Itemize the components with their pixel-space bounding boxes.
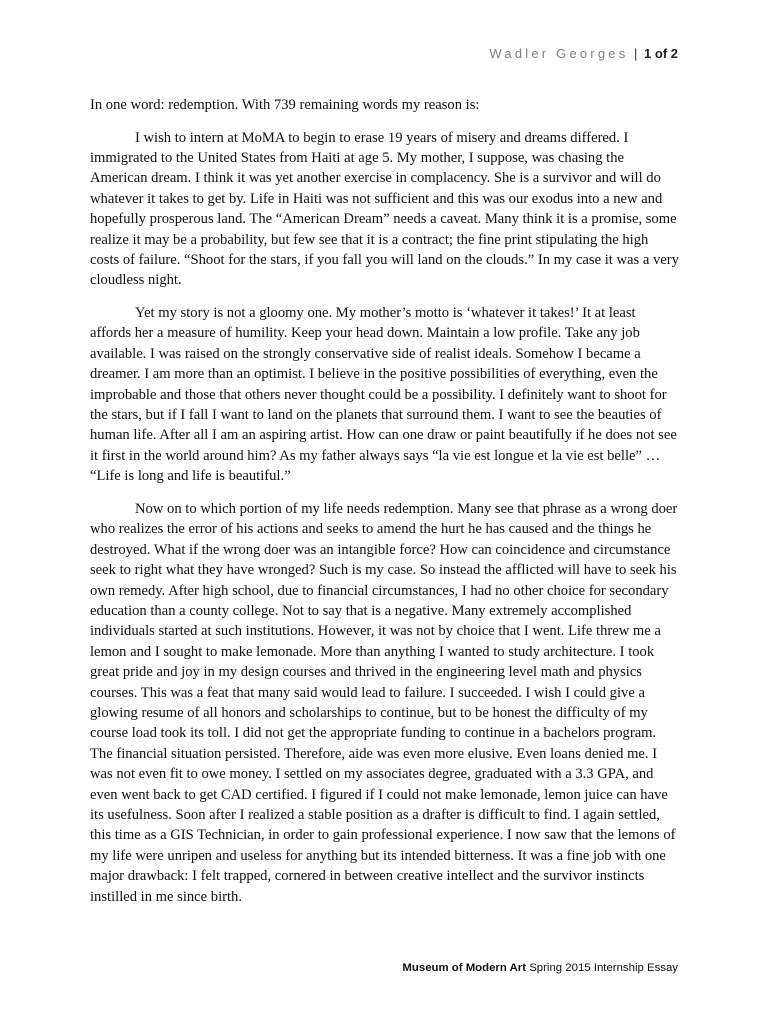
header-separator: | <box>634 46 638 61</box>
paragraph: I wish to intern at MoMA to begin to erase 19 years of misery and dreams differed. I immigrated to the United States from Haiti at age 5. My mother, I suppose, was chasing the American dream. I think it was yet another exercise in complacency. She is a survivor and will do whatever it takes to get by. Life in Haiti was not sufficient and this was our exodus into a new and hopefully prosperous land. The “American Dream” needs a caveat. Many think it is a promise, some realize it may be a probability, but few see that it is a contract; the fine print stipulating the high costs of failure. “Shoot for the stars, if you fall you will land on the clouds.” In my case it was a very cloudless night. <box>90 129 679 289</box>
footer-descriptor: Spring 2015 Internship Essay <box>529 962 678 974</box>
page-footer <box>402 962 678 974</box>
author-name: Wadler Georges <box>489 46 629 61</box>
essay-body <box>90 95 680 919</box>
footer-institution: Museum of Modern Art <box>402 962 527 974</box>
page-header <box>489 46 678 61</box>
page-number: 1 of 2 <box>644 46 678 61</box>
paragraph: Now on to which portion of my life needs redemption. Many see that phrase as a wrong doer who realizes the error of his actions and seeks to amend the hurt he has caused and the things he destroyed. What if the wrong doer was an intangible force? How can coincidence and circumstance seek to right what they have wronged? Such is my case. So instead the afflicted will have to seek his own remedy. After high school, due to financial circumstances, I had no other choice for secondary education than a county college. Not to say that is a negative. Many extremely accomplished individuals started at such institutions. However, it was not by choice that I went. Life threw me a lemon and I sought to make lemonade. More than anything I wanted to study architecture. I took great pride and joy in my design courses and thrived in the engineering level math and physics courses. This was a feat that many said would lead to failure. I succeeded. I wish I could give a glowing resume of all honors and scholarships to continue, but to be honest the difficulty of my course load took its toll. I did not get the appropriate funding to continue in a bachelors program. The financial situation persisted. Therefore, aide was even more elusive. Even loans denied me. I was not even fit to owe money. I settled on my associates degree, graduated with a 3.3 GPA, and even went back to get CAD certified. I figured if I could not make lemonade, lemon juice can have its usefulness. Soon after I realized a stable position as a drafter is difficult to find. I again settled, this time as a GIS Technician, in order to gain professional experience. I now saw that the lemons of my life were unripen and useless for anything but its intended bitterness. It was a fine job with one major drawback: I felt trapped, cornered in between creative intellect and the survivor instincts instilled in me since birth. <box>90 500 678 905</box>
paragraph: Yet my story is not a gloomy one. My mother’s motto is ‘whatever it takes!’ It at least affords her a measure of humility. Keep your head down. Maintain a low profile. Take any job available. I was raised on the strongly conservative side of realist ideals. Somehow I became a dreamer. I am more than an optimist. I believe in the positive possibilities of everything, even the improbable and those that others never thought could be a possibility. I definitely want to shoot for the stars, but if I fall I want to land on the planets that surround them. I want to see the beauties of human life. After all I am an aspiring artist. How can one draw or paint beautifully if he does not see it first in the world around him? As my father always says “la vie est longue et la vie est belle” … “Life is long and life is beautiful.” <box>90 305 677 485</box>
opening-line: In one word: redemption. With 739 remaining words my reason is: <box>90 97 480 113</box>
